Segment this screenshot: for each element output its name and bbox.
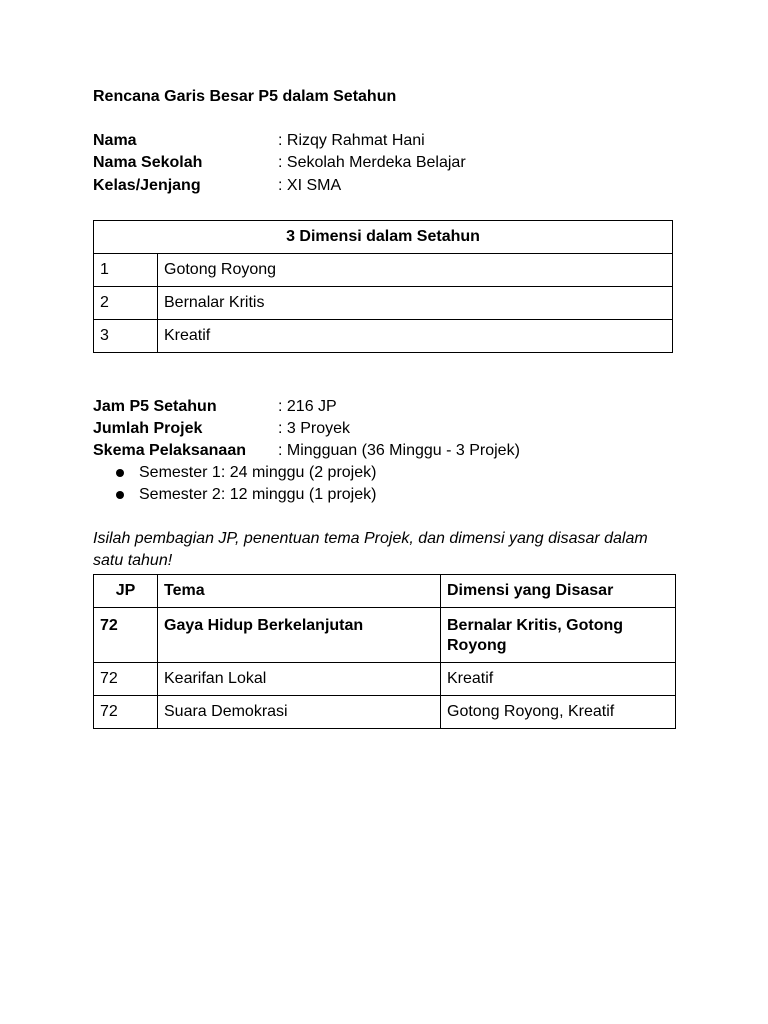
identity-value: : Sekolah Merdeka Belajar	[278, 154, 466, 171]
project-tema: Gaya Hidup Berkelanjutan	[158, 608, 441, 663]
identity-label: Kelas/Jenjang	[93, 177, 201, 194]
semester-text: Semester 1: 24 minggu (2 projek)	[139, 464, 377, 481]
table-row	[94, 663, 676, 696]
project-tema: Kearifan Lokal	[158, 663, 441, 696]
dimension-name: Bernalar Kritis	[158, 287, 673, 320]
schedule-label: Jumlah Projek	[93, 420, 203, 437]
list-item	[112, 462, 376, 484]
project-jp: 72	[94, 696, 158, 729]
project-dimensi: Gotong Royong, Kreatif	[441, 696, 676, 729]
semester-text: Semester 2: 12 minggu (1 projek)	[139, 486, 377, 503]
document-title: Rencana Garis Besar P5 dalam Setahun	[93, 88, 397, 105]
dimensions-table-header: 3 Dimensi dalam Setahun	[94, 221, 673, 254]
bullet-icon	[116, 469, 124, 477]
instruction-text: Isilah pembagian JP, penentuan tema Projek, dan dimensi yang disasar dalam satu tahun!	[93, 530, 648, 569]
schedule-value: : 3 Proyek	[278, 420, 351, 437]
table-row	[94, 608, 676, 663]
identity-label: Nama Sekolah	[93, 154, 203, 171]
column-header-dimensi: Dimensi yang Disasar	[441, 575, 676, 608]
dimension-number: 1	[94, 254, 158, 287]
dimensions-table	[93, 220, 673, 353]
column-header-tema: Tema	[158, 575, 441, 608]
project-jp: 72	[94, 663, 158, 696]
schedule-value: : Mingguan (36 Minggu - 3 Projek)	[278, 442, 520, 459]
table-header-row	[94, 221, 673, 254]
identity-label: Nama	[93, 132, 137, 149]
table-row	[94, 254, 673, 287]
table-row	[94, 287, 673, 320]
schedule-value: : 216 JP	[278, 398, 337, 415]
bullet-icon	[116, 491, 124, 499]
identity-value: : XI SMA	[278, 177, 342, 194]
project-dimensi: Kreatif	[441, 663, 676, 696]
projects-table	[93, 574, 676, 729]
table-row	[94, 320, 673, 353]
dimension-number: 3	[94, 320, 158, 353]
schedule-label: Jam P5 Setahun	[93, 398, 217, 415]
project-dimensi: Bernalar Kritis, Gotong Royong	[441, 608, 676, 663]
semester-list	[112, 462, 376, 506]
dimension-name: Gotong Royong	[158, 254, 673, 287]
table-header-row	[94, 575, 676, 608]
identity-value: : Rizqy Rahmat Hani	[278, 132, 425, 149]
project-jp: 72	[94, 608, 158, 663]
column-header-jp: JP	[94, 575, 158, 608]
list-item	[112, 484, 376, 506]
schedule-label: Skema Pelaksanaan	[93, 442, 246, 459]
table-row	[94, 696, 676, 729]
project-tema: Suara Demokrasi	[158, 696, 441, 729]
dimension-name: Kreatif	[158, 320, 673, 353]
dimension-number: 2	[94, 287, 158, 320]
